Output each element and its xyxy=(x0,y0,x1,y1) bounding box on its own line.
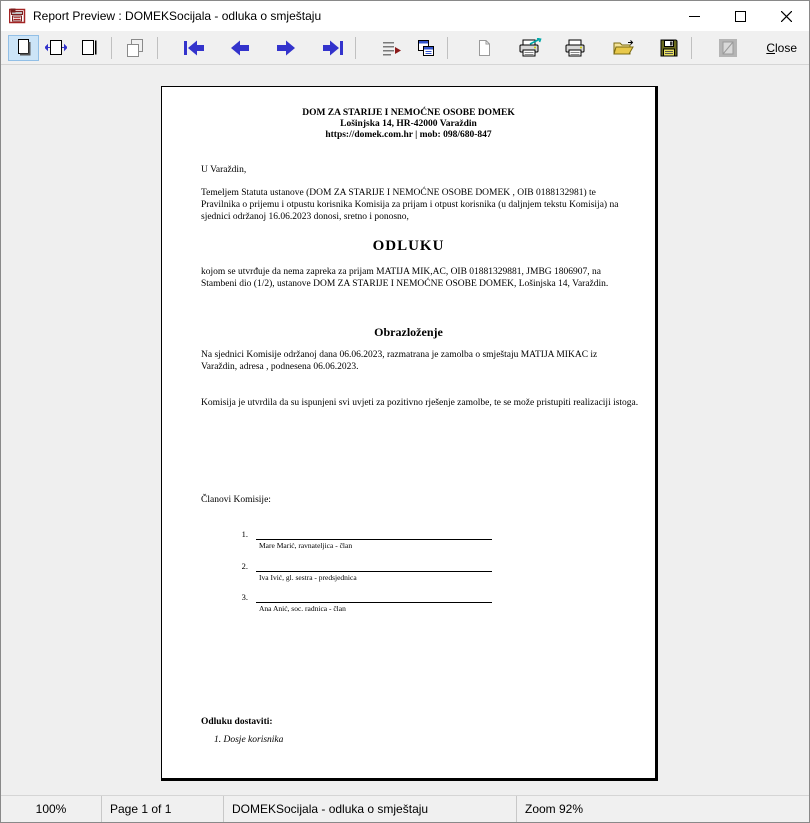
close-preview-button[interactable] xyxy=(754,37,809,59)
signature-label: Iva Ivić, gl. sestra - predsjednica xyxy=(259,573,357,582)
disabled-image-icon xyxy=(718,38,738,58)
copy-pages-button[interactable] xyxy=(409,35,440,61)
document-letterhead xyxy=(162,108,655,141)
explanation-title: Obrazloženje xyxy=(374,325,443,339)
explanation-paragraph-1: Na sjednici Komisije održanoj dana 06.06.2023, razmatrana je zamolba o smještaju MATIJA MIKAC iz Varaždin, adresa , podnesena 06.06.2023. xyxy=(201,350,598,372)
statusbar-page-info: Page 1 of 1 xyxy=(102,796,224,822)
letterhead-contact: https://domek.com.hr | mob: 098/680-847 xyxy=(325,130,492,140)
intro-paragraph: Temeljem Statuta ustanove (DOM ZA STARIJE I NEMOĆNE OSOBE DOMEK , OIB 0188132981) te Pravilnika o prijemu i otpustu korisnika Komisija za prijam i otpust korisnika (u daljnjem tekstu Komisija) na sjednici održanoj 16.06.2023 donosi, sretno i ponosno, xyxy=(201,188,619,222)
preview-area[interactable] xyxy=(1,65,809,795)
zoom-page-width-button[interactable] xyxy=(41,35,72,61)
goto-page-button[interactable] xyxy=(376,35,407,61)
close-window-button[interactable] xyxy=(763,1,809,31)
print-icon xyxy=(564,38,588,58)
last-page-icon xyxy=(321,40,345,56)
signature-line xyxy=(256,571,492,572)
status-bar xyxy=(1,795,809,822)
close-icon xyxy=(781,11,792,22)
toolbar-separator xyxy=(355,37,356,59)
zoom-whole-page-button[interactable] xyxy=(8,35,39,61)
zoom-whole-page-icon xyxy=(14,38,32,58)
zoom-100-icon xyxy=(79,38,99,58)
letterhead-address: Lošinjska 14, HR-42000 Varaždin xyxy=(340,119,477,129)
prev-page-icon xyxy=(229,40,251,56)
signature-number: 1. xyxy=(241,529,248,539)
toolbar-separator xyxy=(447,37,448,59)
decision-body: kojom se utvrđuje da nema zapreka za prijam MATIJA MIK,AC, OIB 01881329881, JMBG 1806907, na Stambeni dio (1/2), ustanove DOM ZA STARIJE I NEMOĆNE OSOBE DOMEK, Lošinjska 14, Varaždin. xyxy=(201,267,609,289)
toolbar-separator xyxy=(691,37,692,59)
close-label-prefix: C xyxy=(766,40,775,55)
signature-line xyxy=(256,602,492,603)
page-setup-button[interactable] xyxy=(468,35,499,61)
open-report-button[interactable] xyxy=(607,35,638,61)
disabled-image-button xyxy=(713,35,744,61)
page-setup-icon xyxy=(475,38,493,58)
document-page xyxy=(161,86,658,781)
signature-line xyxy=(256,539,492,540)
letterhead-name: DOM ZA STARIJE I NEMOĆNE OSOBE DOMEK xyxy=(302,108,515,118)
first-page-button[interactable] xyxy=(179,35,210,61)
distribute-label: Odluku dostaviti: xyxy=(201,717,273,727)
next-page-button[interactable] xyxy=(271,35,302,61)
multiple-pages-icon xyxy=(125,38,145,58)
maximize-button[interactable] xyxy=(717,1,763,31)
close-label-rest: lose xyxy=(775,40,798,55)
report-app-icon xyxy=(9,8,26,24)
place-line: U Varaždin, xyxy=(201,165,247,175)
printer-setup-button[interactable] xyxy=(515,35,546,61)
open-report-icon xyxy=(612,39,634,57)
signature-label: Mare Marić, ravnateljica - član xyxy=(259,541,353,550)
signature-label: Ana Anić, soc. radnica - član xyxy=(259,604,346,613)
toolbar xyxy=(1,31,809,65)
multiple-pages-button[interactable] xyxy=(119,35,150,61)
print-button[interactable] xyxy=(561,35,592,61)
toolbar-separator xyxy=(111,37,112,59)
signature-number: 3. xyxy=(241,592,248,602)
copy-pages-icon xyxy=(415,38,435,58)
explanation-paragraph-2: Komisija je utvrdila da su ispunjeni svi uvjeti za pozitivno rješenje zamolbe, te se može pristupiti realizaciji istoga. xyxy=(201,398,639,408)
save-report-icon xyxy=(659,38,679,58)
last-page-button[interactable] xyxy=(317,35,348,61)
statusbar-zoom-fit: 100% xyxy=(1,796,102,822)
signature-number: 2. xyxy=(241,561,248,571)
zoom-100-button[interactable] xyxy=(74,35,105,61)
statusbar-report-name: DOMEKSocijala - odluka o smještaju xyxy=(224,796,517,822)
printer-setup-icon xyxy=(518,38,542,58)
toolbar-separator xyxy=(157,37,158,59)
minimize-icon xyxy=(689,11,700,22)
prev-page-button[interactable] xyxy=(225,35,256,61)
first-page-icon xyxy=(182,40,206,56)
maximize-icon xyxy=(735,11,746,22)
goto-page-icon xyxy=(382,39,402,57)
minimize-button[interactable] xyxy=(671,1,717,31)
distribute-item: 1. Dosje korisnika xyxy=(214,735,284,745)
decision-title: ODLUKU xyxy=(372,238,445,254)
zoom-page-width-icon xyxy=(45,38,67,58)
save-report-button[interactable] xyxy=(653,35,684,61)
title-bar xyxy=(1,1,809,31)
statusbar-zoom-level: Zoom 92% xyxy=(525,802,584,816)
next-page-icon xyxy=(275,40,297,56)
members-label: Članovi Komisije: xyxy=(201,495,271,505)
window-title: Report Preview : DOMEKSocijala - odluka o smještaju xyxy=(33,9,322,23)
